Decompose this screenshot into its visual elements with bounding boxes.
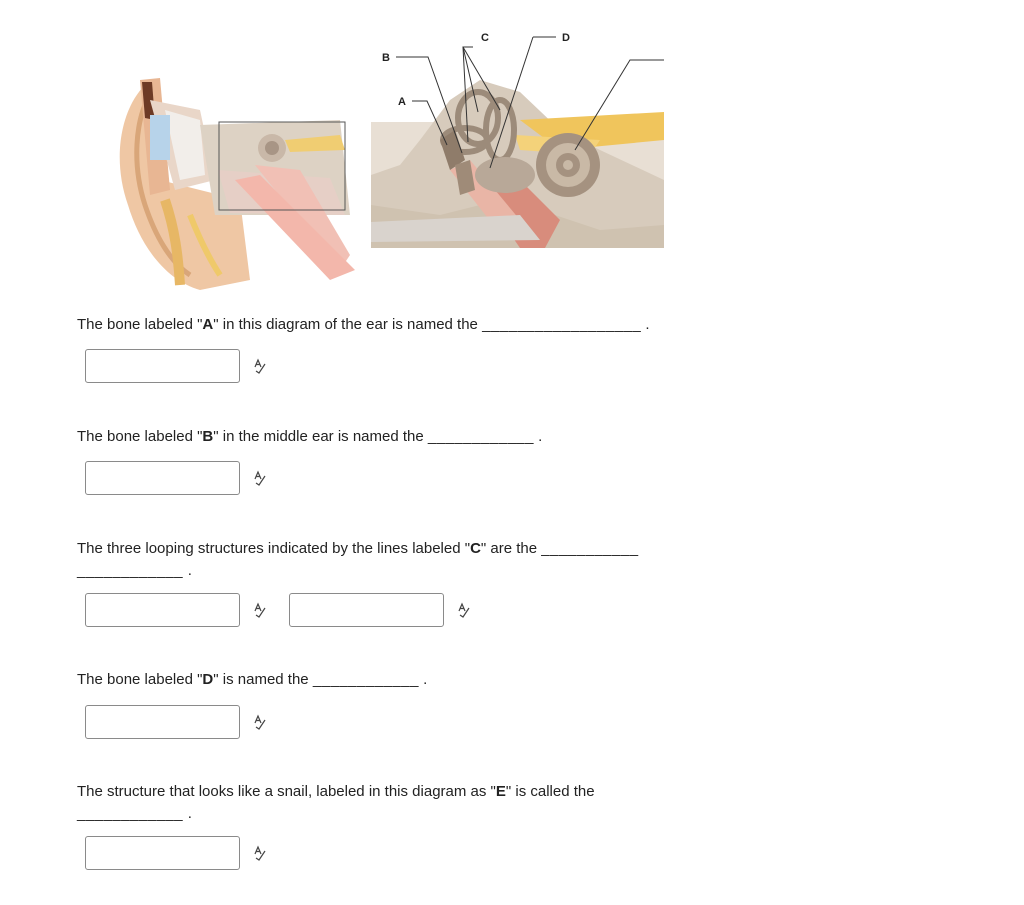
question-c-blank: ___________ (541, 540, 639, 557)
label-d: D (562, 32, 570, 44)
spellcheck-icon[interactable] (457, 602, 471, 618)
question-b-end: . (533, 428, 543, 445)
spellcheck-icon[interactable] (253, 358, 267, 374)
question-b-letter: B (202, 428, 214, 445)
spellcheck-icon[interactable] (253, 602, 267, 618)
answer-c2-input[interactable] (289, 593, 444, 627)
question-c-letter: C (470, 540, 481, 557)
question-b-before: The bone labeled " (77, 428, 203, 445)
question-d-letter: D (202, 671, 214, 688)
question-e-after: " is called the (505, 783, 595, 800)
question-c-before: The three looping structures indicated by the lines labeled " (77, 540, 471, 557)
question-a-after: " in this diagram of the ear is named the (213, 316, 483, 333)
label-a: A (398, 96, 406, 108)
answer-a-input[interactable] (85, 349, 240, 383)
question-a-text (77, 314, 650, 336)
question-e-blank: ____________ . (77, 805, 193, 822)
ear-overview-illustration (120, 78, 355, 290)
question-b-after: " in the middle ear is named the (213, 428, 428, 445)
question-d-after: " is named the (213, 671, 313, 688)
question-c-after: " are the (480, 540, 542, 557)
question-e-letter: E (495, 783, 506, 800)
ear-diagram (0, 0, 1024, 300)
answer-d-input[interactable] (85, 705, 240, 739)
question-a-letter: A (202, 316, 214, 333)
question-d-before: The bone labeled " (77, 671, 203, 688)
spellcheck-icon[interactable] (253, 845, 267, 861)
question-d-blank: ____________ (312, 671, 419, 688)
label-c: C (481, 32, 489, 44)
inner-ear-closeup-illustration (371, 80, 664, 248)
spellcheck-icon[interactable] (253, 470, 267, 486)
label-b: B (382, 52, 390, 64)
answer-b-input[interactable] (85, 461, 240, 495)
question-e-line2 (77, 803, 192, 825)
question-a-end: . (641, 316, 650, 333)
question-c-line2 (77, 560, 192, 582)
question-e-before: The structure that looks like a snail, labeled in this diagram as " (77, 783, 496, 800)
question-d-end: . (418, 671, 428, 688)
answer-c1-input[interactable] (85, 593, 240, 627)
spellcheck-icon[interactable] (253, 714, 267, 730)
question-c-blank-2: ____________ . (77, 562, 193, 579)
answer-e-input[interactable] (85, 836, 240, 870)
question-e-text (77, 781, 595, 803)
question-a-blank: __________________ (482, 316, 642, 333)
question-c-text (77, 538, 639, 560)
question-d-text (77, 669, 427, 691)
question-a-before: The bone labeled " (77, 316, 203, 333)
question-b-text (77, 426, 542, 448)
question-b-blank: ____________ (427, 428, 534, 445)
